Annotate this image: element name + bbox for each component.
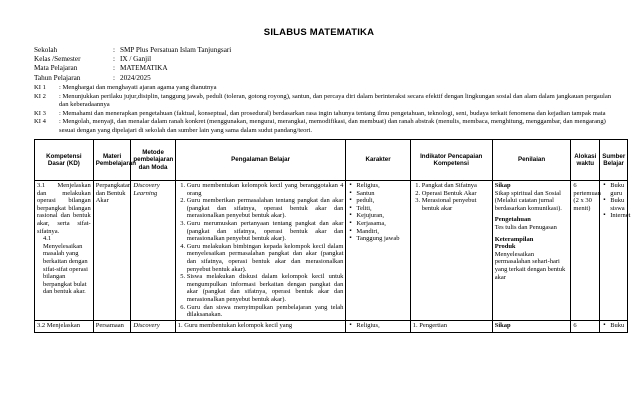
ki-text: : Menghargai dan menghayati ajaran agama yang dianutnya: [59, 84, 217, 91]
list-item: ▪ peduli,: [356, 197, 407, 205]
cell-kd: [35, 181, 94, 321]
list-item: 2. Operasi Bentuk Akar: [422, 190, 490, 198]
header-kd: Kompetensi Dasar (KD): [35, 140, 94, 181]
meta-value: SMP Plus Persatuan Islam Tanjungsari: [120, 46, 232, 54]
ki-item: [34, 93, 622, 110]
ki-code: KI 3: [34, 109, 46, 117]
header-sumber: Sumber Belajar: [600, 140, 628, 181]
list-item: ▪ Teliti,: [356, 205, 407, 213]
list-item: ▪ Buku: [610, 322, 625, 330]
cell-alokasi: 6: [571, 320, 600, 332]
cell-sumber: [600, 181, 631, 321]
cell-penilaian: Sikap: [492, 320, 571, 332]
list-item: 4. Guru melakukan bimbingan kepada kelompok kecil dalam menyelesaikan permasalahan pangkat dan akar (pangkat dan sifatnya, operasi bentuk akar dan merasionalkan penyebut bentuk akar).: [187, 243, 344, 273]
ki-item: [34, 110, 622, 119]
ki-code: KI 4: [34, 118, 46, 126]
list-item: ▪ Santun: [356, 190, 407, 198]
list-item: ▪ Religius,: [356, 322, 407, 330]
meta-value: MATEMATIKA: [120, 64, 168, 73]
cell-penilaian: [492, 181, 571, 321]
cell-alokasi: 6 pertemuan (2 x 30 menit): [571, 181, 600, 321]
header-materi: Materi Pembelajaran: [93, 140, 131, 181]
cell-indikator: [410, 181, 492, 321]
cell-pengalaman: [175, 181, 346, 321]
list-item: ▪ Internet: [610, 212, 625, 220]
cell-sumber: [600, 320, 628, 332]
header-karakter: Karakter: [346, 140, 410, 181]
table-row: [35, 181, 628, 321]
meta-colon: :: [113, 46, 115, 54]
list-item: ▪ Mandiri,: [356, 228, 407, 236]
ki-item: [34, 84, 622, 93]
cell-karakter: [346, 320, 410, 332]
list-item: 3. Guru merumuskan pertanyaan tentang pangkat dan akar (pangkat dan sifatnya, operasi bentuk akar dan merasionalkan penyebut bentuk akar).: [187, 220, 344, 243]
syllabus-table: [34, 139, 631, 333]
ki-code: KI 2: [34, 92, 46, 100]
list-item: 1. Guru membentukan kelompok kecil yang beranggotakan 4 orang: [187, 182, 344, 197]
header-metode: Metode pembelajaran dan Moda: [131, 140, 175, 181]
cell-kd: 3.2 Menjelaskan: [35, 320, 94, 332]
meta-key: Kelas /Semester: [34, 55, 81, 64]
meta-row-sekolah: [34, 46, 231, 55]
meta-row-tahun: [34, 74, 231, 83]
meta-key: Sekolah: [34, 46, 58, 54]
list-item: 2. Guru memberikan permasalahan tentang pangkat dan akar (pangkat dan sifatnya, operasi bentuk akar dan merasionalkan penyebut bentuk akar).: [187, 197, 344, 220]
header-indikator: Indikator Pencapaian Kompetensi: [410, 140, 492, 181]
meta-key: Tahun Pelajaran: [34, 73, 81, 82]
header-pengalaman: Pengalaman Belajar: [175, 140, 346, 181]
cell-karakter: [346, 181, 410, 321]
list-item: ▪ Buku guru: [610, 182, 625, 197]
penilaian-sikap-text: Sikap spiritual dan Sosial (Melalui catatan jurnal berdasarkan komunikasi).: [494, 189, 562, 212]
cell-materi: Persamaan: [93, 320, 131, 332]
list-item: 1. Pangkat dan Sifatnya: [422, 182, 490, 190]
list-item: ▪ Kejujuran,: [356, 212, 407, 220]
list-item: ▪ Tanggung jawab: [356, 235, 407, 243]
penilaian-produk-title: Produk: [494, 243, 516, 251]
kd-main: 3.1 Menjelaskan dan melakukan operasi bilangan berpangkat bilangan rasional dan bentuk akar, serta sifat-sifatnya.: [37, 182, 91, 235]
penilaian-pengetahuan-title: Pengetahuan: [494, 216, 531, 224]
list-item: ▪ Buku siswa: [610, 197, 625, 212]
table-header-row: [35, 140, 628, 181]
meta-value: 2024/2025: [120, 73, 151, 82]
ki-item: [34, 118, 622, 135]
document-meta: [34, 46, 231, 83]
kd-sub: 4.1 Menyelesaikan masalah yang berkaitan dengan sifat-sifat operasi bilangan berpangkat bulat dan bentuk akar.: [43, 235, 88, 296]
meta-row-kelas: [34, 55, 231, 64]
ki-text: : Memahami dan menerapkan pengetahuan (faktual, konseptual, dan prosedural) berdasarkan rasa ingin tahunya tentang ilmu pengetahuan, teknologi, seni, budaya terkait fenomena dan kejadian tampak mata: [59, 109, 606, 117]
table-row: [35, 320, 628, 332]
header-penilaian: Penilaian: [492, 140, 571, 181]
cell-materi: Perpangkatan dan Bentuk Akar: [93, 181, 131, 321]
ki-text: : Mengolah, menyaji, dan menalar dalam ranah konkret (menggunakan, mengurai, merangkai, memodifikasi, dan membuat) dan ranah abstrak (menulis, membaca, menghitung, menggambar, dan mengarang) sesuai dengan yang dipelajari di sekolah dan sumber lain yang sama dalam sudut pandang/teori.: [59, 118, 606, 134]
ki-text: : Menunjukkan perilaku jujur,disiplin, tanggung jawab, peduli (toleran, gotong royong), santun, dan percaya diri dalam berinteraksi secara efektif dengan lingkungan sosial dan alam dalam jangkauan pergaulan dan keberadaannya: [59, 92, 612, 109]
cell-metode: Discovery Learning: [131, 181, 175, 321]
cell-indikator: 1. Pengertian: [410, 320, 492, 332]
meta-key: Mata Pelajaran: [34, 64, 78, 73]
penilaian-produk-text: Menyelesaikan permasalahan sehari-hari yang terkait dengan bentuk akar: [494, 250, 566, 281]
meta-row-mapel: [34, 64, 231, 73]
meta-colon: :: [113, 73, 115, 82]
penilaian-pengetahuan-text: Tes tulis dan Penugasan: [494, 223, 557, 231]
cell-pengalaman: 1. Guru membentukan kelompok kecil yang: [175, 320, 346, 332]
page-title: SILABUS MATEMATIKA: [263, 27, 375, 38]
meta-colon: :: [113, 55, 115, 64]
list-item: ▪ Kerjasama,: [356, 220, 407, 228]
header-alokasi: Alokasi waktu: [571, 140, 600, 181]
meta-colon: :: [113, 64, 115, 73]
list-item: 3. Merasional penyebut bentuk akar: [422, 197, 490, 212]
list-item: 6. Guru dan siswa menyimpulkan pembelajaran yang telah dilaksanakan.: [187, 304, 344, 319]
meta-value: IX / Ganjil: [120, 55, 152, 64]
kompetensi-inti: [34, 84, 622, 136]
ki-code: KI 1: [34, 84, 46, 91]
penilaian-keterampilan-title: Keterampilan: [494, 235, 534, 243]
list-item: ▪ Religius,: [356, 182, 407, 190]
list-item: 5. Siswa melakukan diskusi dalam kelompok kecil untuk mengumpulkan informasi berkaitan dengan pangkat dan akar (pangkat dan sifatnya, operasi bentuk akar dan merasionalkan penyebut bentuk akar).: [187, 273, 344, 303]
penilaian-sikap-title: Sikap: [494, 182, 511, 189]
cell-metode: Discovery: [131, 320, 175, 332]
